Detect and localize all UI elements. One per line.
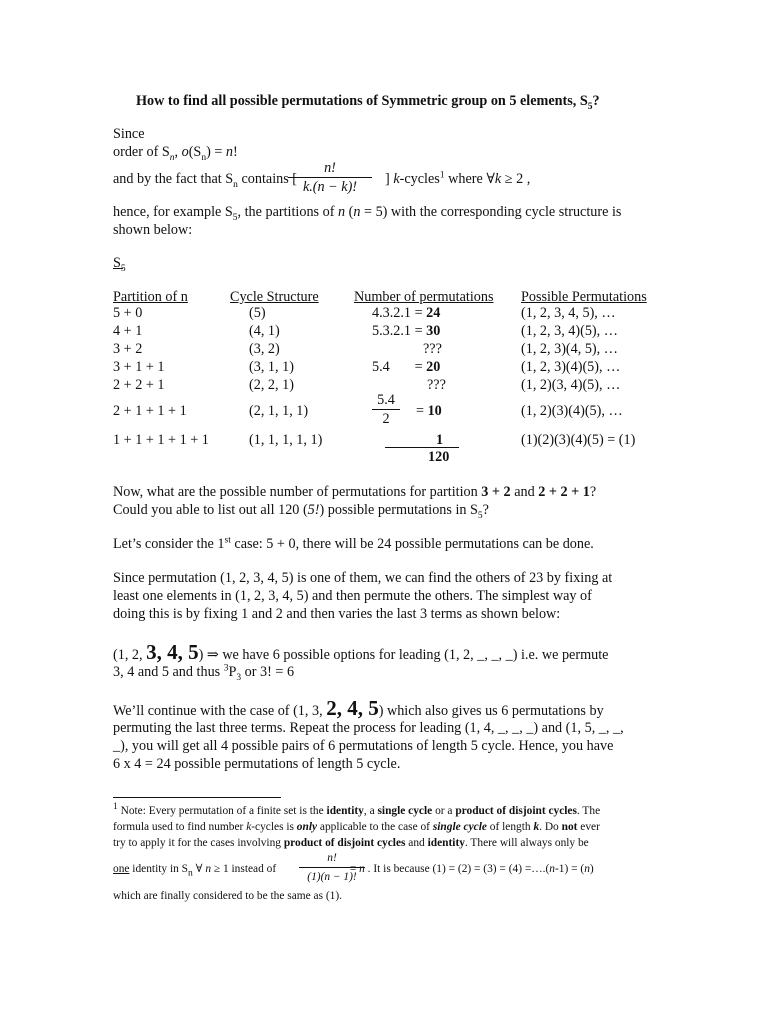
order-n: n [225, 144, 233, 160]
para3-line2: least one elements in (1, 2, 3, 4, 5) and then permute the others. The simplest way of [113, 588, 592, 604]
para1-a: Now, what are the possible number of permutations for partition [113, 484, 482, 500]
fn3-d: identity [427, 837, 465, 849]
fn4-c: ∀ [192, 863, 206, 875]
para4-e: or 3! = 6 [241, 664, 295, 680]
fn3-c: and [405, 837, 428, 849]
row7-value: 1 [436, 432, 444, 448]
footnote-ref: 1 [439, 170, 445, 181]
row1-calc: 4.3.2.1 = [372, 305, 427, 321]
row2-cycle: (4, 1) [249, 323, 280, 339]
para5-b: ) which also gives us 6 permutations by [378, 703, 604, 719]
row4-possible: (1, 2, 3)(4)(5), … [521, 359, 621, 375]
para3-line3: doing this is by fixing 1 and 2 and then varies the last 3 terms as shown below: [113, 606, 561, 622]
para4-d: P [228, 664, 237, 680]
para2 [113, 535, 594, 553]
title-text: How to find all possible permutations of Symmetric group on 5 elements, S [136, 93, 588, 109]
since-line [113, 125, 145, 143]
row7-cycle: (1, 1, 1, 1, 1) [249, 432, 323, 448]
fact-cycles: -cycles [399, 171, 440, 187]
fn2-k: ever [577, 821, 600, 833]
fn2-b: k [246, 821, 252, 833]
fact-k: k [393, 171, 400, 187]
footnote-line3 [113, 835, 589, 851]
order-line [113, 143, 238, 161]
row7-partition: 1 + 1 + 1 + 1 + 1 [113, 432, 209, 448]
row6-eq: = [416, 403, 428, 419]
row6-fraction [372, 392, 400, 427]
para5-line2: permuting the last three terms. Repeat the process for leading (1, 4, _, _, _) and (1, 5, _, _, [113, 720, 624, 736]
fact-text-a: and by the fact that S [113, 171, 234, 187]
row2-number [372, 322, 440, 340]
fact-text-b: contains [ [237, 171, 298, 187]
para1-line2 [113, 501, 489, 519]
hence-n: n [338, 204, 346, 220]
para3-line1: Since permutation (1, 2, 3, 4, 5) is one of them, we can find the others of 23 by fixing at [113, 570, 613, 586]
hence-d: = 5) with the corresponding cycle structure is [360, 204, 622, 220]
fn4-e: ≥ 1 instead of [211, 863, 279, 875]
total-value: 120 [428, 449, 450, 465]
title-end: ? [592, 93, 600, 109]
order-fact: ! [232, 144, 238, 160]
hence-b: , the partitions of [237, 204, 338, 220]
row5-partition: 2 + 2 + 1 [113, 377, 165, 393]
para2-b: case: 5 + 0, there will be 24 possible permutations can be done. [230, 536, 594, 552]
para5-line4: 6 x 4 = 24 possible permutations of length 5 cycle. [113, 756, 401, 772]
para1-sub: 5 [477, 510, 483, 521]
table-label-s: S [113, 255, 121, 271]
para1-g: 5! [307, 502, 320, 518]
row1-possible: (1, 2, 3, 4, 5), … [521, 305, 616, 321]
row2-value: 30 [426, 323, 441, 339]
row1-number [372, 304, 440, 322]
fn4-a: one [113, 863, 130, 875]
row2-possible: (1, 2, 3, 4)(5), … [521, 323, 618, 339]
row4-value: 20 [426, 359, 441, 375]
fn1-a: Note: Every permutation of a finite set is the [117, 805, 327, 817]
fact-k2: k [494, 171, 502, 187]
row5-number: ??? [427, 377, 446, 393]
para5-a: We’ll continue with the case of (1, 3, [113, 703, 327, 719]
row4-number [372, 358, 440, 376]
order-text: order of S [113, 144, 170, 160]
row6-number [416, 402, 442, 420]
header-number: Number of permutations [354, 289, 494, 305]
para1-f: Could you able to list out all 120 ( [113, 502, 308, 518]
fn4-j: -1) = ( [555, 863, 585, 875]
footnote-mark: 1 [113, 802, 118, 813]
row6-possible: (1, 2)(3)(4)(5), … [521, 403, 623, 419]
fn3-b: product of disjoint cycles [283, 837, 406, 849]
fn2-e: applicable to the case of [317, 821, 433, 833]
footnote-line1 [113, 803, 600, 819]
fn2-f: single cycle [432, 821, 487, 833]
row5-cycle: (2, 2, 1) [249, 377, 294, 393]
row6-frac-num: 5.4 [377, 392, 395, 408]
order-comma: , [174, 144, 182, 160]
row3-possible: (1, 2, 3)(4, 5), … [521, 341, 618, 357]
hence-n2: n [353, 204, 361, 220]
fn4-b: identity in S [129, 863, 188, 875]
fn-frac-num: n! [327, 852, 337, 864]
fn4-k: n [584, 863, 590, 875]
order-paren: (S [188, 144, 202, 160]
row5-possible: (1, 2)(3, 4)(5), … [521, 377, 621, 393]
fn2-h: k [533, 821, 540, 833]
row7-possible: (1)(2)(3)(4)(5) = (1) [521, 432, 636, 448]
table-label-sub: 5 [120, 263, 126, 274]
para1-b: 3 + 2 [481, 484, 511, 500]
kcycle-fraction [288, 160, 372, 195]
order-sub: n [169, 152, 175, 163]
row6-cycle: (2, 1, 1, 1) [249, 403, 309, 419]
fact-sub: n [233, 179, 238, 190]
hence-e: shown below: [113, 222, 193, 238]
fn2-g: of length [486, 821, 534, 833]
hence-a: hence, for example S [113, 204, 233, 220]
para4-c: 3, 4 and 5 and thus [113, 664, 224, 680]
fn1-d: single cycle [377, 805, 433, 817]
hence-line-2 [113, 221, 192, 239]
title-subscript: 5 [587, 101, 593, 112]
fn4-f: = [346, 863, 360, 875]
para1-i: ? [482, 502, 489, 518]
fact-geq: ≥ 2 , [501, 171, 531, 187]
fn4-d: n [205, 863, 212, 875]
fn2-a: formula used to find number [113, 821, 247, 833]
row3-partition: 3 + 2 [113, 341, 143, 357]
fn3-a: try to apply it for the cases involving [113, 837, 284, 849]
order-o: o [181, 144, 189, 160]
para5-line3: _), you will get all 4 possible pairs of 6 permutations of length 5 cycle. Hence, you have [113, 738, 614, 754]
footnote-separator [113, 797, 281, 798]
fact-text-c: ] [385, 171, 394, 187]
row3-cycle: (3, 2) [249, 341, 280, 357]
fn4-h: . It is because (1) = (2) = (3) = (4) =….( [364, 863, 550, 875]
footnote-line2 [113, 819, 600, 835]
fn4-g: n [359, 863, 365, 875]
order-eq: ) = [206, 144, 226, 160]
fn2-d: only [296, 821, 318, 833]
fn2-j: not [561, 821, 578, 833]
fn1-e: or a [432, 805, 456, 817]
fn4-sub: n [188, 868, 193, 879]
order-sub2: n [201, 152, 207, 163]
hence-c: ( [345, 204, 354, 220]
row3-number: ??? [423, 341, 442, 357]
fn1-f: product of disjoint cycles [455, 805, 577, 817]
para1-d: 2 + 2 + 1 [538, 484, 590, 500]
row6-frac-bar [372, 409, 400, 410]
footnote-line5: which are finally considered to be the same as (1). [113, 890, 342, 902]
para1-line1 [113, 483, 596, 501]
fn4-i: n [549, 863, 555, 875]
fn4-l: ) [589, 863, 594, 875]
page-title [136, 92, 600, 110]
row4-cycle: (3, 1, 1) [249, 359, 294, 375]
fn1-b: identity [326, 805, 364, 817]
para4-sup: 3 [223, 663, 229, 674]
fn1-g: . The [576, 805, 601, 817]
footnote-fraction [299, 850, 365, 885]
row4-partition: 3 + 1 + 1 [113, 359, 165, 375]
fn1-c: , a [363, 805, 378, 817]
header-cycle-structure: Cycle Structure [230, 289, 319, 305]
row1-partition: 5 + 0 [113, 305, 143, 321]
since-text: Since [113, 126, 145, 142]
para5-big: 2, 4, 5 [326, 696, 379, 720]
fn-frac-bar [299, 867, 365, 868]
para1-e: ? [589, 484, 597, 500]
kcycle-frac-num: n! [324, 160, 336, 176]
fact-forall: where ∀ [444, 171, 495, 187]
para2-sup: st [224, 535, 231, 546]
row2-partition: 4 + 1 [113, 323, 143, 339]
hence-sub: 5 [232, 212, 238, 223]
para4-big: 3, 4, 5 [146, 640, 199, 664]
row1-cycle: (5) [249, 305, 266, 321]
para2-a: Let’s consider the 1 [113, 536, 225, 552]
header-partition: Partition of n [113, 289, 188, 305]
para1-c: and [510, 484, 539, 500]
table-label [113, 254, 126, 272]
row6-frac-den: 2 [382, 411, 390, 427]
row4-calc: 5.4 = [372, 359, 427, 375]
row1-value: 24 [426, 305, 441, 321]
para4-a: (1, 2, [113, 647, 147, 663]
row6-value: 10 [427, 403, 442, 419]
row2-calc: 5.3.2.1 = [372, 323, 427, 339]
para4-sub: 3 [236, 672, 242, 683]
header-possible: Possible Permutations [521, 289, 647, 305]
kcycle-frac-den: k.(n − k)! [302, 179, 358, 195]
fn3-e: . There will always only be [464, 837, 589, 849]
para4-line2 [113, 663, 294, 681]
para1-h: ) possible permutations in S [319, 502, 478, 518]
hence-line [113, 203, 621, 221]
para4-b: ) ⇒ we have 6 possible options for leading (1, 2, _, _, _) i.e. we permute [198, 647, 609, 663]
fn-frac-den: (1)(n − 1)! [307, 871, 357, 883]
kcycle-frac-bar [288, 177, 372, 178]
fn2-c: -cycles is [251, 821, 297, 833]
fn2-i: . Do [539, 821, 562, 833]
row6-partition: 2 + 1 + 1 + 1 [113, 403, 187, 419]
